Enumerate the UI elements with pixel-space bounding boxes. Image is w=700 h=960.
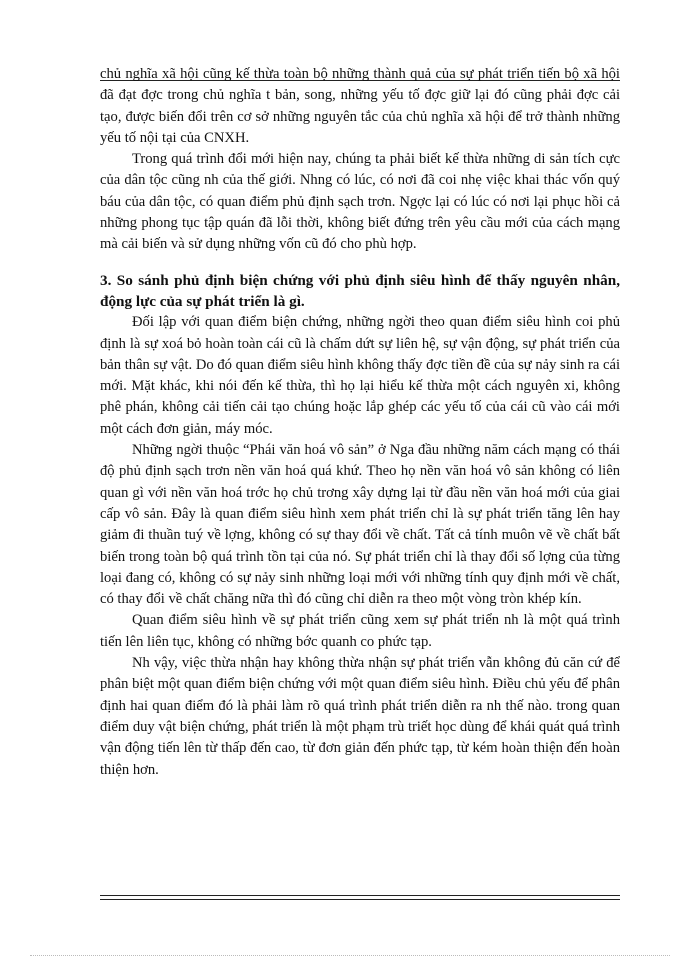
paragraph-conclusion: Nh vậy, việc thừa nhận hay không thừa nhận sự phát triển vẫn không đủ căn cứ để phân biệt một quan điểm biện chứng với một quan điểm siêu hình. Điều chủ yếu để phân định hai quan điểm đó là phải làm rõ quá trình phát triển diễn ra nh thế nào. trong quan điểm duy vật biện chứng, phát triển là một phạm trù triết học dùng để khái quát quá trình vận động tiến lên từ thấp đến cao, từ đơn giản đến phức tạp, từ kém hoàn thiện đến hoàn thiện hơn. [100, 655, 620, 778]
page-edge-divider [30, 955, 670, 956]
footer-rule-double [100, 899, 620, 900]
footer-rule [100, 895, 620, 896]
paragraph-renewal: Trong quá trình đổi mới hiện nay, chúng ta phải biết kế thừa những di sản tích cực của dân tộc cũng nh của thế giới. Nhng có lúc, có nơi đã coi nhẹ việc khai thác vốn quý báu của dân tộc, có quan điểm phủ định sạch trơn. Ngợc lại có lúc có nơi lại phục hồi cả những phong tục tập quán đã lỗi thời, không biết đứng trên yêu cầu mới của cách mạng mà cải biến và sử dụng những vốn cũ đó cho phù hợp. [100, 151, 620, 253]
document-body [100, 64, 620, 781]
section-heading: 3. So sánh phủ định biện chứng với phủ định siêu hình để thấy nguyên nhân, động lực của sự phát triển là gì. [100, 271, 620, 310]
paragraph-proletarian-culture: Những ngời thuộc “Phái văn hoá vô sản” ở Nga đầu những năm cách mạng có thái độ phủ định sạch trơn nền văn hoá quá khứ. Theo họ nền văn hoá vô sản không có liên quan gì với nền văn hoá trớc họ chủ trơng xây dựng lại từ đầu nền văn hoá mới của giai cấp vô sản. Đây là quan điểm siêu hình xem phát triển chỉ là sự phát triển tăng lên hay giảm đi thuần tuý về lợng, không có sự thay đổi về chất. Tất cả tính muôn vẽ về chất bất biến trong toàn bộ quá trình tồn tại của nó. Sự phát triển chỉ là thay đổi số lợng của từng loại đang có, không có sự nảy sinh những loại mới với những tính quy định mới về chất, có thay đổi về chất chăng nữa thì đó cũng chỉ diễn ra theo một vòng tròn khép kín. [100, 442, 620, 608]
paragraph-continuation: chủ nghĩa xã hội cũng kế thừa toàn bộ những thành quả của sự phát triển tiến bộ xã hội đã đạt đợc trong chủ nghĩa t bản, song, những yếu tố đợc giữ lại đó cũng phải đợc cải tạo, được biến đổi trên cơ sở những nguyên tắc của chủ nghĩa xã hội để trở thành những yếu tố nội tại của CNXH. [100, 66, 620, 146]
paragraph-metaphysical-development: Quan điểm siêu hình về sự phát triển cũng xem sự phát triển nh là một quá trình tiến lên liên tục, không có những bớc quanh co phức tạp. [100, 612, 620, 650]
paragraph-metaphysical-negation: Đối lập với quan điểm biện chứng, những ngời theo quan điểm siêu hình coi phủ định là sự xoá bỏ hoàn toàn cái cũ là chấm dứt sự liên hệ, sự vận động, sự phát triển của bản thân sự vật. Do đó quan điểm siêu hình không thấy đợc tiền đề của sự nảy sinh ra cái mới. Mặt khác, khi nói đến kế thừa, thì họ lại hiểu kế thừa một cách nguyên xi, không phê phán, không cải tiến cải tạo chúng hoặc lắp ghép các yếu tố của cái cũ vào cái mới một cách đơn giản, máy móc. [100, 314, 621, 437]
